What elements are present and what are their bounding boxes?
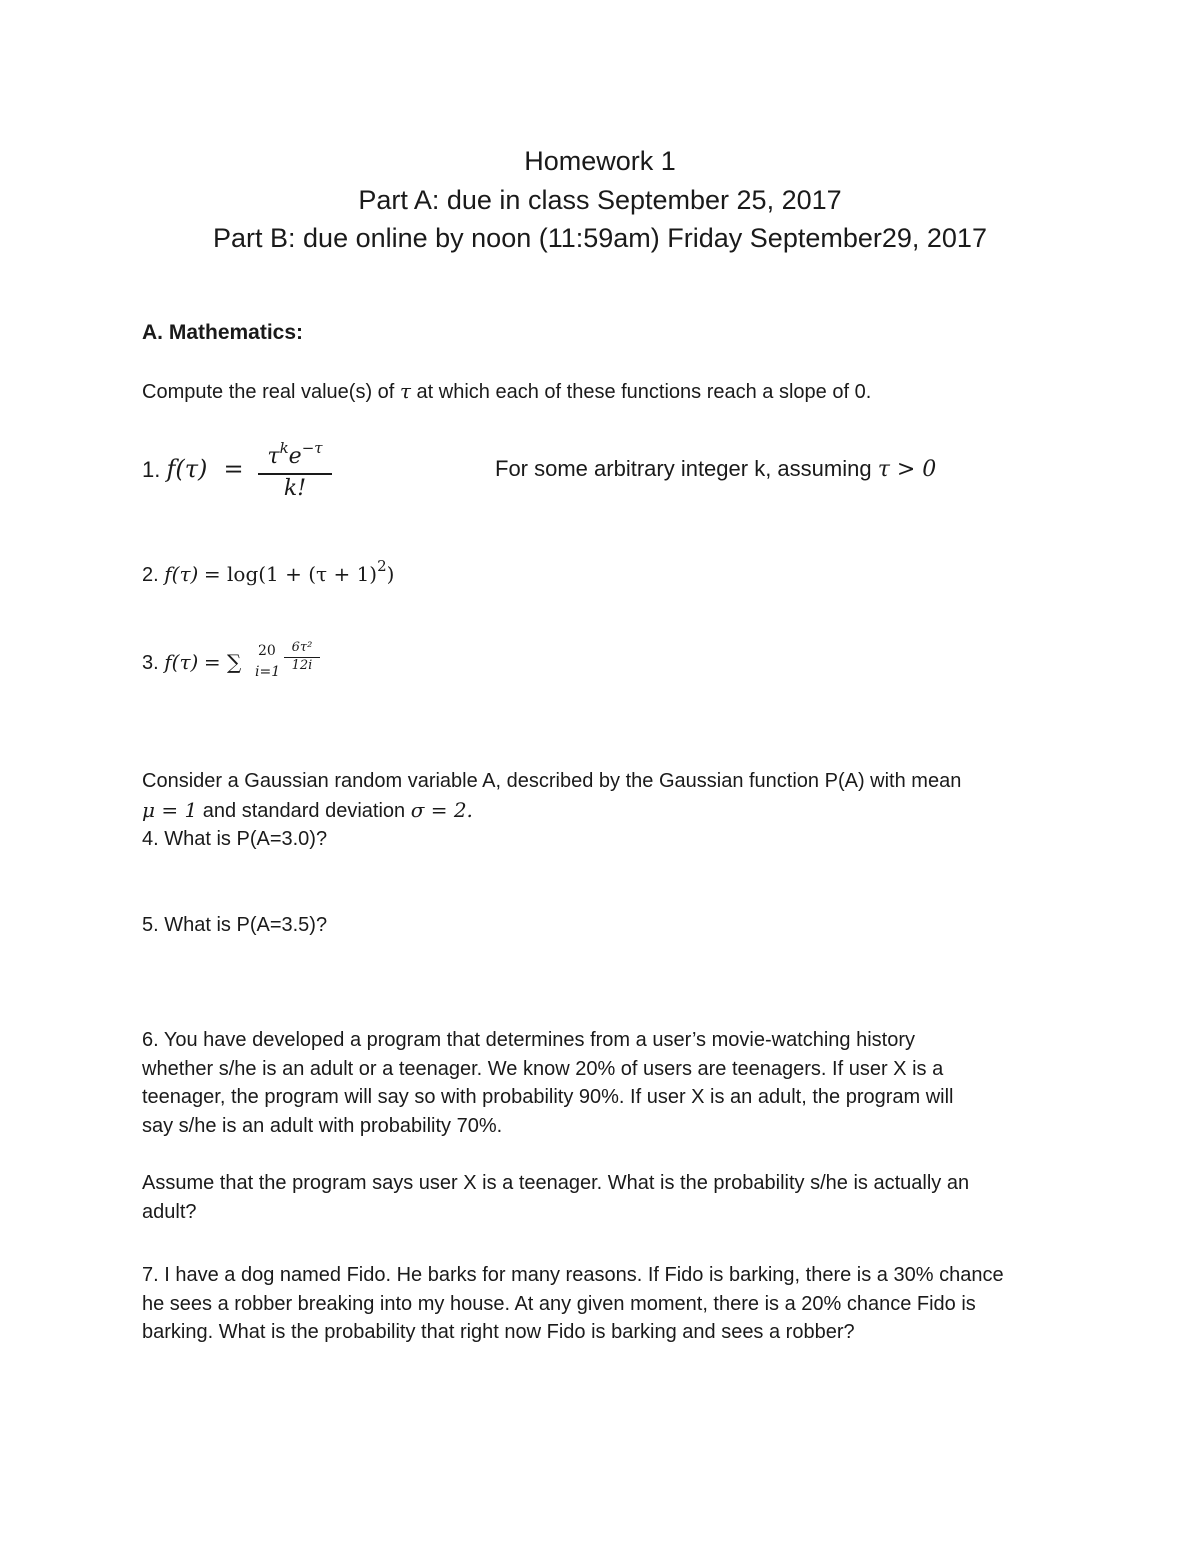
eq1-note [495, 455, 936, 484]
q6-line: say s/he is an adult with probability 70%. [142, 1115, 503, 1137]
eq1-lhs [142, 455, 244, 484]
eq2-number: 2. [142, 564, 159, 586]
eq2-function: f(τ) [164, 562, 199, 586]
eq1-fraction [258, 434, 332, 503]
part-a-due: Part A: due in class September 25, 2017 [358, 185, 842, 215]
section-heading: A. Mathematics: [142, 321, 304, 344]
eq3-frac-num: 6τ² [284, 640, 320, 658]
eq3-sum-upper: 20 [258, 643, 276, 659]
eq3-fraction [284, 640, 320, 674]
eq1-function: f(τ) [166, 455, 208, 483]
intro-line [142, 377, 871, 406]
q6-followup-line: adult? [142, 1201, 197, 1223]
gaussian-line1: Consider a Gaussian random variable A, described by the Gaussian function P(A) with mean [142, 770, 962, 792]
eq1-number: 1. [142, 457, 161, 482]
eq1-equals: = [223, 455, 244, 483]
eq2 [142, 552, 394, 589]
eq1-denominator: k! [283, 476, 307, 501]
eq1-num-e: e [288, 444, 302, 469]
eq3-sum-lower: i=1 [255, 664, 281, 680]
eq3-number: 3. [142, 652, 159, 674]
question-5: 5. What is P(A=3.5)? [142, 914, 328, 936]
q6-followup-line: Assume that the program says user X is a teenager. What is the probability s/he is actually an [142, 1172, 970, 1194]
eq2-rhs-post: ) [386, 562, 395, 586]
part-b-due: Part B: due online by noon (11:59am) Friday September29, 2017 [213, 223, 987, 253]
q6-line: teenager, the program will say so with probability 90%. If user X is an adult, the program will [142, 1086, 954, 1108]
eq1-num-base: τ [267, 444, 280, 469]
question-4: 4. What is P(A=3.0)? [142, 828, 328, 850]
gaussian-sigma: σ = 2. [410, 798, 473, 822]
intro-tau: τ [399, 379, 411, 403]
eq1-numerator [258, 434, 332, 475]
intro-text-after: at which each of these functions reach a slope of 0. [416, 381, 872, 403]
eq1-note-text: For some arbitrary integer k, assuming [495, 456, 872, 481]
eq1-num-exp: −τ [301, 439, 323, 457]
eq2-rhs-exp: 2 [377, 557, 387, 575]
q7-line: 7. I have a dog named Fido. He barks for many reasons. If Fido is barking, there is a 30% chance [142, 1264, 1004, 1286]
eq1-num-exp-k: k [279, 439, 289, 457]
gaussian-mid: and standard deviation [202, 800, 406, 822]
q6-line: 6. You have developed a program that determines from a user’s movie-watching history [142, 1029, 916, 1051]
q6-line: whether s/he is an adult or a teenager. We know 20% of users are teenagers. If user X is a [142, 1058, 944, 1080]
eq3-rhs-pre: = ∑ [203, 650, 242, 674]
eq3-frac-den: 12i [291, 658, 313, 673]
eq3-function: f(τ) [164, 650, 199, 674]
gaussian-mu: μ = 1 [142, 798, 198, 822]
homework-title: Homework 1 [524, 146, 676, 176]
q7-line: barking. What is the probability that right now Fido is barking and sees a robber? [142, 1321, 855, 1343]
eq2-rhs [203, 557, 395, 586]
eq2-rhs-pre: = log(1 + (τ + 1) [203, 562, 378, 586]
intro-text-before: Compute the real value(s) of [142, 381, 395, 403]
eq1-note-math: τ > 0 [877, 457, 937, 482]
gaussian-line2 [142, 796, 473, 825]
q7-line: he sees a robber breaking into my house. At any given moment, there is a 20% chance Fido is [142, 1293, 976, 1315]
eq3 [142, 648, 241, 677]
